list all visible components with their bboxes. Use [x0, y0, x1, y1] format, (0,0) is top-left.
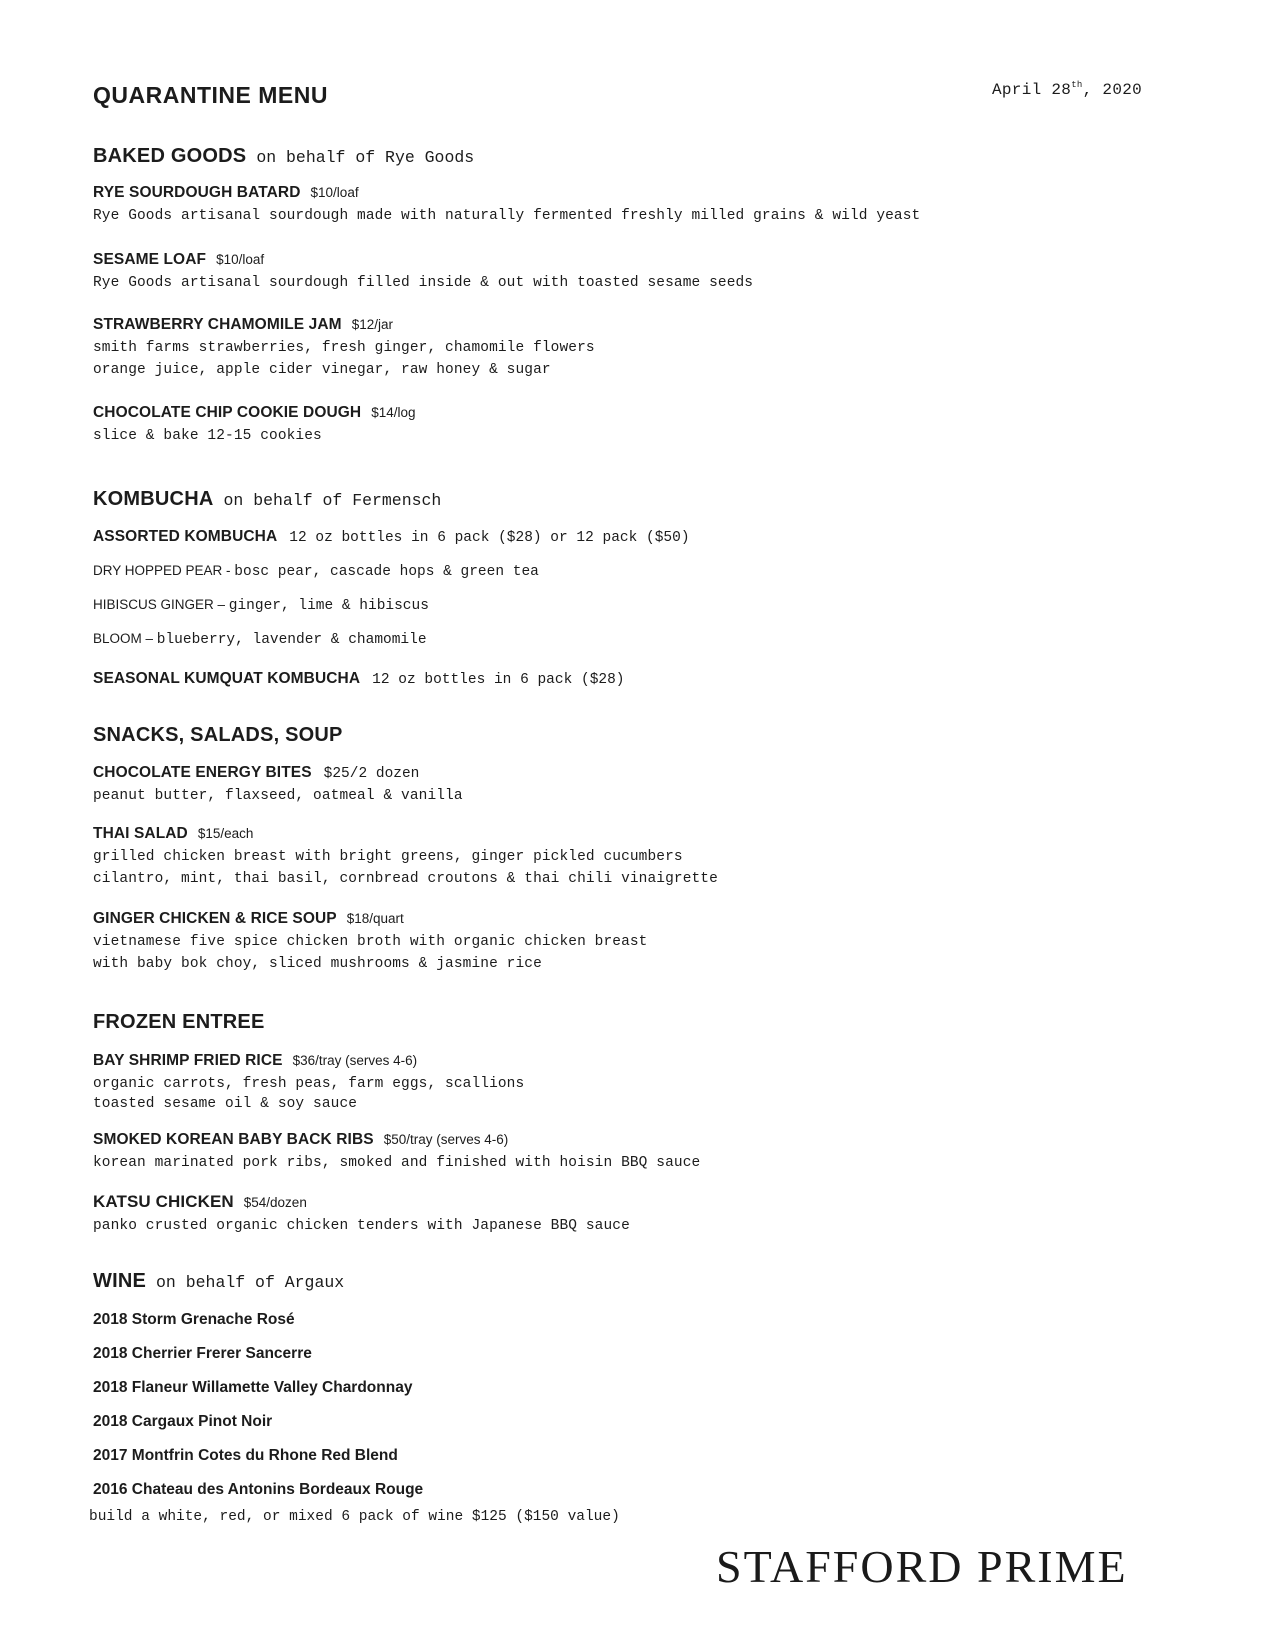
wine-item: 2018 Cherrier Frerer Sancerre: [93, 1345, 312, 1362]
menu-item-description: smith farms strawberries, fresh ginger, chamomile flowers: [93, 340, 595, 356]
menu-date: April 28th, 2020: [992, 80, 1143, 99]
wine-item: 2017 Montfrin Cotes du Rhone Red Blend: [93, 1447, 398, 1464]
section-heading-snacks: SNACKS, SALADS, SOUP: [93, 724, 343, 746]
brand-logo: STAFFORD PRIME: [716, 1541, 1128, 1592]
menu-item-description: panko crusted organic chicken tenders with Japanese BBQ sauce: [93, 1218, 630, 1234]
kombucha-flavor: DRY HOPPED PEAR - bosc pear, cascade hops & green tea: [93, 563, 539, 580]
wine-item: 2018 Cargaux Pinot Noir: [93, 1413, 273, 1430]
menu-item-name: KATSU CHICKEN $54/dozen: [93, 1192, 307, 1211]
menu-item-name: GINGER CHICKEN & RICE SOUP $18/quart: [93, 910, 404, 927]
menu-item-description: organic carrots, fresh peas, farm eggs, scallions: [93, 1076, 525, 1092]
menu-item-name: SMOKED KOREAN BABY BACK RIBS $50/tray (serves 4-6): [93, 1131, 509, 1148]
menu-item-name: CHOCOLATE ENERGY BITES $25/2 dozen: [93, 764, 420, 782]
wine-item: 2018 Storm Grenache Rosé: [93, 1311, 295, 1328]
menu-item-description: orange juice, apple cider vinegar, raw honey & sugar: [93, 362, 551, 378]
section-heading-wine: WINE on behalf of Argaux: [93, 1270, 345, 1292]
menu-item-description: peanut butter, flaxseed, oatmeal & vanilla: [93, 788, 463, 804]
menu-item-name: SESAME LOAF $10/loaf: [93, 251, 265, 268]
menu-item-description: Rye Goods artisanal sourdough filled inside & out with toasted sesame seeds: [93, 275, 754, 291]
menu-item-description: cilantro, mint, thai basil, cornbread croutons & thai chili vinaigrette: [93, 871, 718, 887]
menu-item-description: korean marinated pork ribs, smoked and finished with hoisin BBQ sauce: [93, 1155, 701, 1171]
section-heading-frozen-entree: FROZEN ENTREE: [93, 1011, 265, 1033]
menu-item-description: toasted sesame oil & soy sauce: [93, 1096, 358, 1112]
kombucha-flavor: HIBISCUS GINGER – ginger, lime & hibiscus: [93, 597, 429, 614]
page-title: QUARANTINE MENU: [93, 82, 328, 108]
wine-item: 2016 Chateau des Antonins Bordeaux Rouge: [93, 1481, 424, 1498]
section-heading-kombucha: KOMBUCHA on behalf of Fermensch: [93, 488, 442, 510]
menu-item-description: Rye Goods artisanal sourdough made with naturally fermented freshly milled grains & wild yeast: [93, 208, 921, 224]
menu-item-description: slice & bake 12-15 cookies: [93, 428, 322, 444]
wine-pack-note: build a white, red, or mixed 6 pack of wine $125 ($150 value): [89, 1509, 620, 1525]
menu-item-name: BAY SHRIMP FRIED RICE $36/tray (serves 4-6): [93, 1052, 418, 1069]
menu-item-description: vietnamese five spice chicken broth with organic chicken breast: [93, 934, 648, 950]
menu-item-description: with baby bok choy, sliced mushrooms & jasmine rice: [93, 956, 542, 972]
section-heading-baked-goods: BAKED GOODS on behalf of Rye Goods: [93, 145, 475, 167]
menu-item-name: STRAWBERRY CHAMOMILE JAM $12/jar: [93, 316, 393, 333]
menu-item-description: grilled chicken breast with bright greens, ginger pickled cucumbers: [93, 849, 683, 865]
menu-item-name: CHOCOLATE CHIP COOKIE DOUGH $14/log: [93, 404, 416, 421]
kombucha-flavor: BLOOM – blueberry, lavender & chamomile: [93, 631, 427, 648]
menu-item-name: THAI SALAD $15/each: [93, 825, 254, 842]
menu-item-name: RYE SOURDOUGH BATARD $10/loaf: [93, 184, 359, 201]
wine-item: 2018 Flaneur Willamette Valley Chardonnay: [93, 1379, 413, 1396]
menu-item-name: ASSORTED KOMBUCHA 12 oz bottles in 6 pack ($28) or 12 pack ($50): [93, 528, 690, 546]
menu-item-name: SEASONAL KUMQUAT KOMBUCHA 12 oz bottles in 6 pack ($28): [93, 670, 625, 688]
